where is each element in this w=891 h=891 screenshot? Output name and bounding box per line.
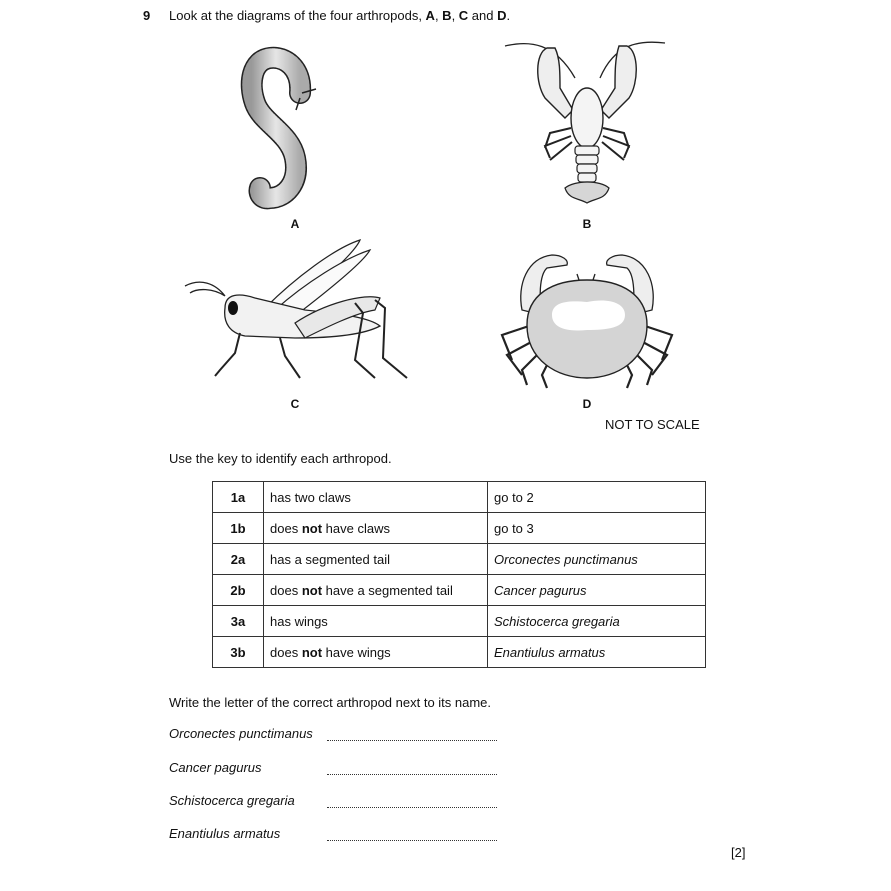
key-code: 1b [213,513,264,544]
desc-text: does [270,582,302,598]
desc-text: does [270,520,302,536]
key-result: Cancer pagurus [488,575,706,606]
answer-label: Enantiulus armatus [169,826,281,841]
figure-label-a: A [290,217,300,231]
letter-a: A [425,8,435,23]
crab-diagram [497,250,677,390]
desc-text: has two claws [270,489,351,505]
key-code: 2b [213,575,264,606]
answer-instruction: Write the letter of the correct arthropod next to its name. [169,695,492,710]
key-code: 1a [213,482,264,513]
question-number: 9 [143,8,151,23]
separator: , [451,8,459,23]
answer-label: Cancer pagurus [169,760,262,775]
figure-label-b: B [582,217,592,231]
answer-field-enantiulus[interactable] [327,838,497,841]
key-description [264,637,488,668]
crayfish-diagram [505,38,670,208]
locust-diagram [185,238,415,383]
key-result: Orconectes punctimanus [488,544,706,575]
key-description [264,482,488,513]
desc-text: have wings [322,644,391,660]
key-result: go to 2 [488,482,706,513]
millipede-diagram [240,48,330,218]
answer-field-schistocerca[interactable] [327,805,497,808]
desc-emphasis: not [301,644,323,660]
letter-b: B [442,8,452,23]
answer-label: Schistocerca gregaria [169,793,295,808]
key-row [213,606,706,637]
figure-label-c: C [290,397,300,411]
not-to-scale-note: NOT TO SCALE [605,417,700,432]
desc-text: have a segmented tail [322,582,453,598]
letter-d: D [497,8,507,23]
desc-text: has a segmented tail [270,551,390,567]
desc-emphasis: not [301,582,323,598]
key-description [264,606,488,637]
key-description [264,513,488,544]
key-row [213,637,706,668]
separator: . [506,8,511,23]
key-result: Enantiulus armatus [488,637,706,668]
question-text [169,8,510,23]
key-description [264,575,488,606]
question-text-prefix: Look at the diagrams of the four arthropods, [169,8,426,23]
key-result: Schistocerca gregaria [488,606,706,637]
key-code: 3a [213,606,264,637]
desc-emphasis: not [301,520,323,536]
figure-label-d: D [582,397,592,411]
key-row [213,513,706,544]
desc-text: have claws [322,520,390,536]
key-row [213,575,706,606]
key-code: 3b [213,637,264,668]
separator: and [468,8,498,23]
answer-field-orconectes[interactable] [327,738,497,741]
key-description [264,544,488,575]
key-code: 2a [213,544,264,575]
key-row [213,544,706,575]
dichotomous-key-table [212,481,706,668]
key-row [213,482,706,513]
desc-text: does [270,644,302,660]
marks-allocation: [2] [731,845,746,860]
key-intro: Use the key to identify each arthropod. [169,451,392,466]
desc-text: has wings [270,613,328,629]
answer-label: Orconectes punctimanus [169,726,313,741]
separator: , [434,8,443,23]
key-result: go to 3 [488,513,706,544]
letter-c: C [458,8,469,23]
answer-field-cancer[interactable] [327,772,497,775]
